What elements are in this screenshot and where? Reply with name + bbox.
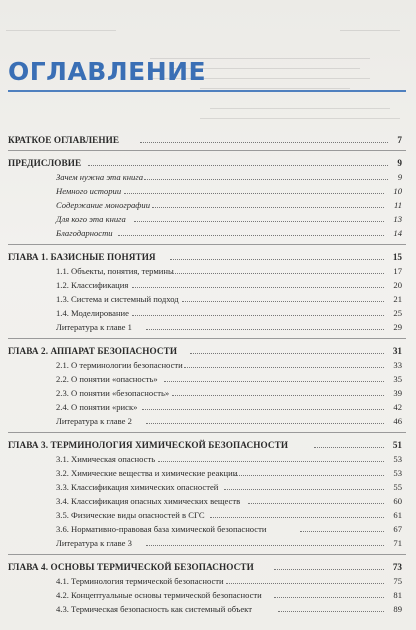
toc-entry[interactable] (0, 574, 416, 588)
toc-entry-label: 1.3. Система и системный подход (56, 294, 179, 304)
toc-entry-label: ГЛАВА 4. ОСНОВЫ ТЕРМИЧЕСКОЙ БЕЗОПАСНОСТИ (8, 562, 254, 572)
section-divider (8, 554, 406, 555)
toc-entry-page: 29 (393, 322, 402, 332)
toc-leader (146, 423, 384, 424)
toc-entry[interactable] (0, 278, 416, 292)
toc-entry-label: 1.4. Моделирование (56, 308, 129, 318)
toc-leader (190, 353, 384, 354)
toc-entry-label: 3.6. Нормативно-правовая база химической безопасности (56, 524, 267, 534)
toc-entry-page: 61 (393, 510, 402, 520)
toc-entry-page: 67 (393, 524, 402, 534)
toc-entry-page: 20 (393, 280, 402, 290)
toc-entry-label: Благодарности (56, 228, 113, 238)
toc-entry[interactable] (0, 400, 416, 414)
toc-leader (226, 583, 384, 584)
toc-entry[interactable] (0, 212, 416, 226)
toc-entry-page: 71 (393, 538, 402, 548)
toc-entry[interactable] (0, 372, 416, 386)
toc-entry[interactable] (0, 320, 416, 334)
toc-entry-page: 60 (393, 496, 402, 506)
toc-entry-label: Немного истории (56, 186, 122, 196)
toc-entry-page: 89 (393, 604, 402, 614)
toc-entry-page: 15 (392, 252, 402, 262)
toc-leader (234, 475, 384, 476)
toc-entry-page: 81 (393, 590, 402, 600)
toc-entry[interactable] (0, 602, 416, 616)
toc-leader (158, 461, 384, 462)
toc-entry-page: 11 (394, 200, 402, 210)
toc-entry[interactable] (0, 358, 416, 372)
toc-leader (314, 447, 384, 448)
toc-leader (152, 207, 384, 208)
toc-entry[interactable] (0, 306, 416, 320)
toc-entry-label: 4.2. Концептуальные основы термической безопасности (56, 590, 262, 600)
toc-entry-page: 13 (393, 214, 402, 224)
toc-entry-label: ГЛАВА 1. БАЗИСНЫЕ ПОНЯТИЯ (8, 252, 156, 262)
toc-entry-label: ГЛАВА 2. АППАРАТ БЕЗОПАСНОСТИ (8, 346, 178, 356)
toc-entry-label: ГЛАВА 3. ТЕРМИНОЛОГИЯ ХИМИЧЕСКОЙ БЕЗОПАСНОСТИ (8, 440, 289, 450)
toc-entry-page: 7 (397, 135, 402, 145)
toc-leader (210, 517, 384, 518)
toc-leader (248, 503, 384, 504)
toc-entry[interactable] (0, 438, 416, 452)
toc-entry-page: 21 (393, 294, 402, 304)
toc-leader (274, 597, 384, 598)
toc-entry-label: 3.1. Химическая опасность (56, 454, 156, 464)
toc-entry-label: Литература к главе 3 (56, 538, 132, 548)
toc-entry[interactable] (0, 522, 416, 536)
toc-entry[interactable] (0, 292, 416, 306)
toc-entry-label: 3.4. Классификация опасных химических веществ (56, 496, 241, 506)
toc-entry[interactable] (0, 508, 416, 522)
toc-entry-label: 1.1. Объекты, понятия, термины (56, 266, 174, 276)
toc-leader (118, 235, 384, 236)
toc-entry-page: 42 (393, 402, 402, 412)
toc-entry[interactable] (0, 452, 416, 466)
toc-entry-label: КРАТКОЕ ОГЛАВЛЕНИЕ (8, 135, 120, 145)
toc-leader (170, 259, 384, 260)
toc-entry-label: 3.3. Классификация химических опасностей (56, 482, 219, 492)
toc-leader (140, 142, 388, 143)
toc-entry-page: 33 (393, 360, 402, 370)
toc-entry[interactable] (0, 414, 416, 428)
toc-entry[interactable] (0, 133, 416, 147)
toc-leader (300, 531, 384, 532)
toc-leader (172, 395, 384, 396)
toc-leader (146, 329, 384, 330)
toc-entry-page: 75 (393, 576, 402, 586)
toc-entry-label: 2.2. О понятии «опасность» (56, 374, 158, 384)
section-divider (8, 150, 406, 151)
toc-entry-page: 14 (393, 228, 402, 238)
toc-entry-page: 9 (397, 158, 402, 168)
toc-leader (144, 179, 388, 180)
toc-leader (172, 273, 384, 274)
toc-entry[interactable] (0, 480, 416, 494)
toc-entry[interactable] (0, 536, 416, 550)
toc-entry[interactable] (0, 386, 416, 400)
toc-leader (184, 367, 384, 368)
toc-entry[interactable] (0, 226, 416, 240)
section-divider (8, 338, 406, 339)
toc-entry-label: Литература к главе 1 (56, 322, 132, 332)
section-divider (8, 432, 406, 433)
toc-entry-label: Содержание монографии (56, 200, 151, 210)
toc-leader (278, 611, 384, 612)
toc-entry[interactable] (0, 250, 416, 264)
toc-entry-page: 73 (392, 562, 402, 572)
toc-entry-label: Для кого эта книга (56, 214, 126, 224)
toc-leader (146, 545, 384, 546)
toc-leader (142, 409, 384, 410)
toc-entry-page: 53 (393, 454, 402, 464)
toc-entry-label: Зачем нужна эта книга (56, 172, 143, 182)
toc-entry-page: 31 (392, 346, 402, 356)
toc-leader (132, 315, 384, 316)
toc-entry-page: 10 (393, 186, 402, 196)
toc-entry[interactable] (0, 494, 416, 508)
toc-entry[interactable] (0, 344, 416, 358)
toc-entry-label: 3.5. Физические виды опасностей в СГС (56, 510, 205, 520)
toc-entry-label: 1.2. Классификация (56, 280, 129, 290)
toc-entry[interactable] (0, 184, 416, 198)
toc-entry[interactable] (0, 560, 416, 574)
toc-entry[interactable] (0, 264, 416, 278)
toc-entry-page: 17 (393, 266, 402, 276)
toc-entry-label: 4.3. Термическая безопасность как системный объект (56, 604, 252, 614)
toc-leader (274, 569, 384, 570)
toc-entry-label: ПРЕДИСЛОВИЕ (8, 158, 82, 168)
toc-entry-page: 55 (393, 482, 402, 492)
toc-entry-label: 2.3. О понятии «безопасность» (56, 388, 170, 398)
toc-entry-page: 51 (392, 440, 402, 450)
toc-entry-label: 4.1. Терминология термической безопасности (56, 576, 224, 586)
toc-entry[interactable] (0, 466, 416, 480)
toc-leader (164, 381, 384, 382)
toc-leader (124, 193, 384, 194)
toc-entry-label: 2.4. О понятии «риск» (56, 402, 138, 412)
toc-leader (134, 221, 384, 222)
toc-entry[interactable] (0, 170, 416, 184)
section-divider (8, 244, 406, 245)
toc-leader (224, 489, 384, 490)
toc-entry-label: 2.1. О терминологии безопасности (56, 360, 183, 370)
toc-entry-page: 53 (393, 468, 402, 478)
toc-leader (88, 165, 388, 166)
toc-entry-page: 9 (397, 172, 402, 182)
page-title: ОГЛАВЛЕНИЕ (8, 57, 207, 86)
toc-entry[interactable] (0, 588, 416, 602)
toc-entry-page: 46 (393, 416, 402, 426)
toc-leader (182, 301, 384, 302)
toc-leader (132, 287, 384, 288)
toc-entry-page: 39 (393, 388, 402, 398)
toc-entry-label: Литература к главе 2 (56, 416, 132, 426)
toc-entry-page: 25 (393, 308, 402, 318)
toc-entry-page: 35 (393, 374, 402, 384)
toc-entry[interactable] (0, 198, 416, 212)
toc-entry-label: 3.2. Химические вещества и химические реакции (56, 468, 238, 478)
toc-entry[interactable] (0, 156, 416, 170)
